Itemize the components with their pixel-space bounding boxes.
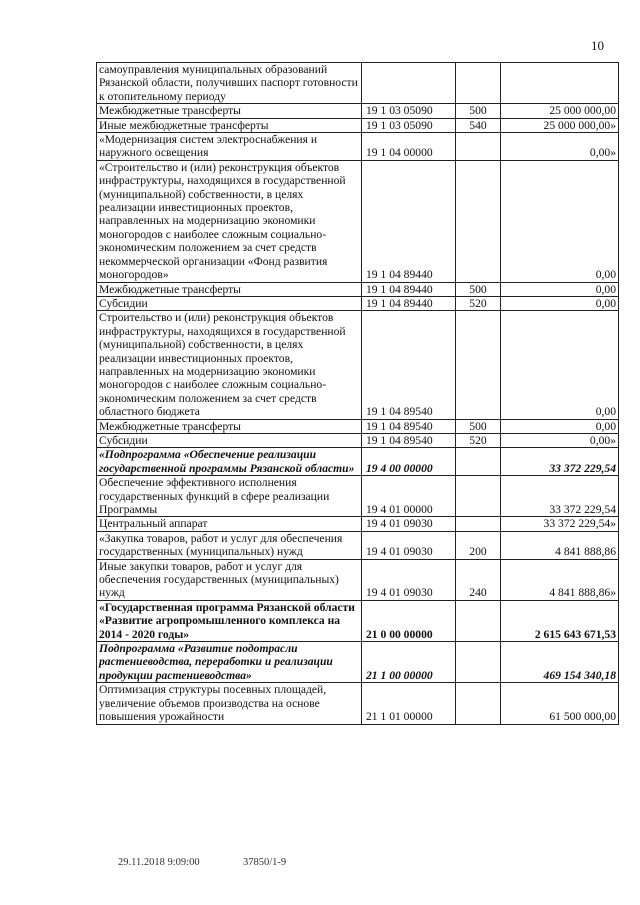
row-expense-type-cell: 240 [456,559,501,600]
row-code-cell: 19 1 04 89440 [362,160,456,282]
row-code-cell: 21 1 00 00000 [362,642,456,683]
row-amount-cell: 0,00» [501,433,619,447]
row-amount-cell: 0,00» [501,133,619,161]
row-amount-cell: 469 154 340,18 [501,642,619,683]
row-name-cell: Подпрограмма «Развитие подотрасли растениеводства, переработки и реализации продукции растениеводства» [97,642,362,683]
table-row [97,600,619,641]
table-row [97,642,619,683]
table-row [97,296,619,310]
footer-doc-code: 37850/1-9 [243,857,287,868]
row-name-cell: Иные межбюджетные трансферты [97,118,362,132]
row-expense-type-cell [456,642,501,683]
row-expense-type-cell: 500 [456,104,501,118]
row-expense-type-cell: 500 [456,282,501,296]
row-name-cell: Межбюджетные трансферты [97,104,362,118]
row-name-cell: Иные закупки товаров, работ и услуг для обеспечения государственных (муниципальных) нужд [97,559,362,600]
row-name-cell: Субсидии [97,433,362,447]
table-row [97,476,619,517]
table-row [97,448,619,476]
row-name-cell: «Подпрограмма «Обеспечение реализации государственной программы Рязанской области» [97,448,362,476]
row-expense-type-cell [456,517,501,531]
row-amount-cell: 0,00 [501,282,619,296]
row-name-cell: Субсидии [97,296,362,310]
row-name-cell: Строительство и (или) реконструкция объектов инфраструктуры, находящихся в государственной (муниципальной) собственности, в целях реализации инвестиционных проектов, направленных на модернизацию экономики моногородов с наиболее сложным социально-экономическим положением за счет средств областного бюджета [97,311,362,419]
row-code-cell: 21 1 01 00000 [362,683,456,724]
row-amount-cell: 61 500 000,00 [501,683,619,724]
row-expense-type-cell [456,133,501,161]
table-row [97,531,619,559]
table-row [97,63,619,104]
row-code-cell [362,63,456,104]
table-row [97,133,619,161]
row-code-cell: 19 4 01 09030 [362,531,456,559]
row-expense-type-cell [456,683,501,724]
footer-date: 29.11.2018 9:09:00 [118,857,200,868]
row-amount-cell: 2 615 643 671,53 [501,600,619,641]
table-row [97,160,619,282]
table-row [97,683,619,724]
table-row [97,559,619,600]
row-code-cell: 19 4 01 00000 [362,476,456,517]
row-amount-cell: 33 372 229,54 [501,476,619,517]
row-amount-cell: 0,00 [501,311,619,419]
row-name-cell: самоуправления муниципальных образований Рязанской области, получивших паспорт готовности к отопительному периоду [97,63,362,104]
row-expense-type-cell: 520 [456,433,501,447]
row-expense-type-cell: 540 [456,118,501,132]
row-name-cell: Межбюджетные трансферты [97,419,362,433]
table-row [97,419,619,433]
row-amount-cell: 4 841 888,86 [501,531,619,559]
row-code-cell: 19 1 04 89540 [362,311,456,419]
table-row [97,517,619,531]
row-amount-cell [501,63,619,104]
row-amount-cell: 25 000 000,00 [501,104,619,118]
row-amount-cell: 4 841 888,86» [501,559,619,600]
row-amount-cell: 0,00 [501,160,619,282]
row-expense-type-cell [456,476,501,517]
row-expense-type-cell [456,63,501,104]
row-amount-cell: 0,00 [501,419,619,433]
page-number: 10 [591,38,604,53]
row-code-cell: 19 4 00 00000 [362,448,456,476]
row-name-cell: «Государственная программа Рязанской области «Развитие агропромышленного комплекса на 2014 - 2020 годы» [97,600,362,641]
table-row [97,118,619,132]
row-code-cell: 19 4 01 09030 [362,517,456,531]
row-expense-type-cell [456,448,501,476]
row-amount-cell: 33 372 229,54 [501,448,619,476]
row-code-cell: 19 1 04 89540 [362,433,456,447]
row-name-cell: Оптимизация структуры посевных площадей, увеличение объемов производства на основе повышения урожайности [97,683,362,724]
table-row [97,433,619,447]
row-name-cell: «Модернизация систем электроснабжения и наружного освещения [97,133,362,161]
table-row [97,311,619,419]
row-expense-type-cell: 520 [456,296,501,310]
row-code-cell: 19 4 01 09030 [362,559,456,600]
row-name-cell: Обеспечение эффективного исполнения государственных функций в сфере реализации Программы [97,476,362,517]
row-amount-cell: 0,00 [501,296,619,310]
row-code-cell: 19 1 04 00000 [362,133,456,161]
row-code-cell: 19 1 03 05090 [362,104,456,118]
row-amount-cell: 33 372 229,54» [501,517,619,531]
row-expense-type-cell [456,160,501,282]
row-code-cell: 19 1 03 05090 [362,118,456,132]
table-row [97,104,619,118]
row-name-cell: Межбюджетные трансферты [97,282,362,296]
row-name-cell: Центральный аппарат [97,517,362,531]
row-amount-cell: 25 000 000,00» [501,118,619,132]
row-code-cell: 19 1 04 89540 [362,419,456,433]
row-code-cell: 19 1 04 89440 [362,282,456,296]
table-row [97,282,619,296]
row-expense-type-cell [456,600,501,641]
row-code-cell: 19 1 04 89440 [362,296,456,310]
row-expense-type-cell: 500 [456,419,501,433]
row-name-cell: «Строительство и (или) реконструкция объектов инфраструктуры, находящихся в государственной (муниципальной) собственности, в целях реализации инвестиционных проектов, направленных на модернизацию экономики моногородов с наиболее сложным социально-экономическим положением за счет средств некоммерческой организации «Фонд развития моногородов» [97,160,362,282]
row-expense-type-cell: 200 [456,531,501,559]
row-name-cell: «Закупка товаров, работ и услуг для обеспечения государственных (муниципальных) нужд [97,531,362,559]
budget-table [96,62,619,725]
row-code-cell: 21 0 00 00000 [362,600,456,641]
row-expense-type-cell [456,311,501,419]
